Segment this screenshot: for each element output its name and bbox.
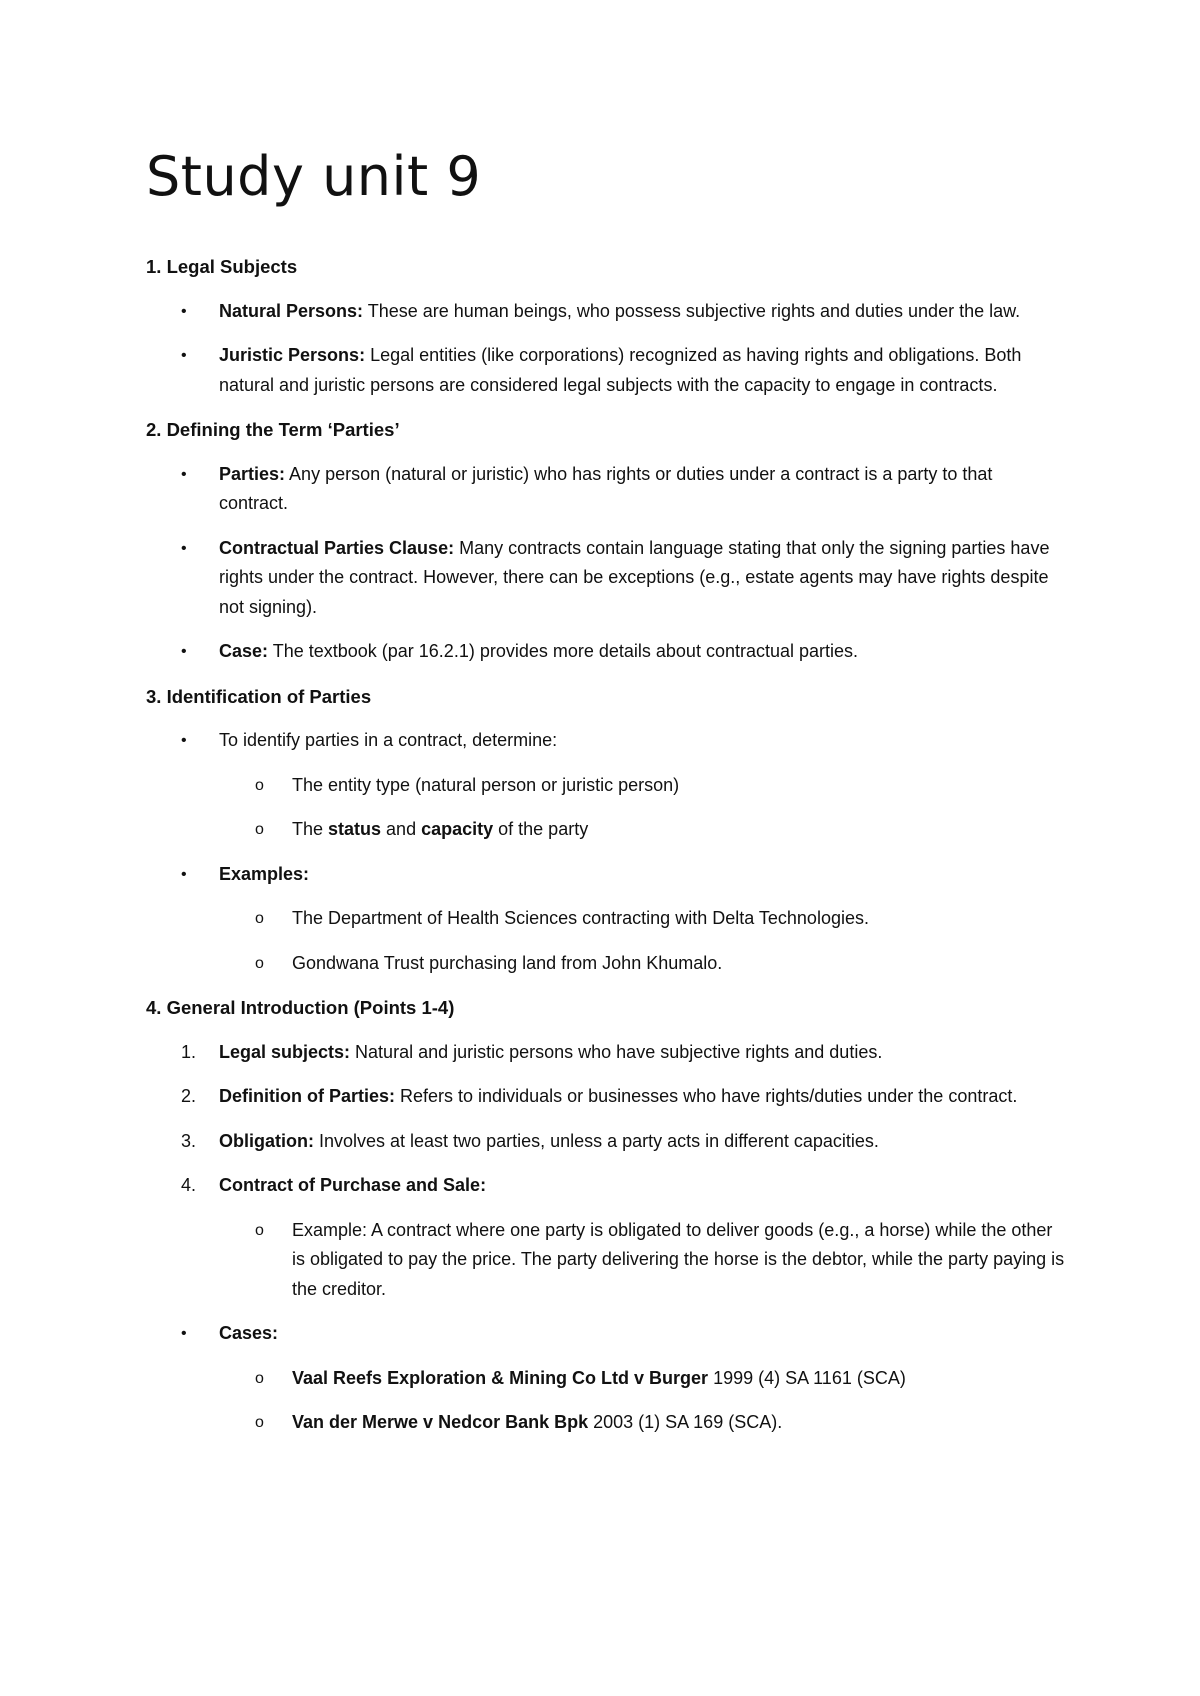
- sub-bullet-marker: o: [255, 776, 264, 794]
- list-item: [146, 341, 1066, 400]
- section-heading-general-introduction: 4. General Introduction (Points 1-4): [146, 997, 455, 1018]
- number-marker: 2.: [181, 1086, 197, 1106]
- list-item: [146, 297, 1066, 327]
- bullet-marker: •: [181, 302, 187, 320]
- bullet-marker: •: [181, 1325, 187, 1342]
- item-text: Many contracts contain language stating that only the signing parties have rights under the contract. However, there can be exceptions (e.g., estate agents may have rights despite not signing).: [219, 537, 1050, 617]
- section-heading-identification: 3. Identification of Parties: [146, 685, 372, 707]
- case-name: Van der Merwe v Nedcor Bank Bpk: [292, 1412, 589, 1432]
- sub-bullet-marker: o: [255, 1369, 264, 1387]
- document-body: [146, 252, 1066, 1453]
- page-title: Study unit 9: [146, 145, 482, 208]
- section-heading-legal-subjects: 1. Legal Subjects: [146, 256, 298, 277]
- item-text: The: [292, 819, 329, 839]
- sub-bullet-marker: o: [255, 910, 264, 927]
- number-marker: 1.: [181, 1041, 197, 1062]
- item-text: Involves at least two parties, unless a party acts in different capacities.: [313, 1130, 879, 1151]
- bullet-marker: •: [181, 865, 187, 883]
- item-term: Case:: [219, 641, 269, 661]
- section-heading-defining-parties: 2. Defining the Term ‘Parties’: [146, 419, 400, 440]
- numbered-list: [146, 1038, 1066, 1305]
- item-term: Natural Persons:: [219, 300, 364, 321]
- item-text: Example: A contract where one party is obligated to deliver goods (e.g., a horse) while the other is obligated to pay the price. The party delivering the horse is the debtor, while the party paying is the creditor.: [292, 1219, 1065, 1299]
- item-text: To identify parties in a contract, determine:: [219, 730, 558, 750]
- numbered-item: [146, 1038, 1066, 1068]
- item-text: These are human beings, who possess subjective rights and duties under the law.: [363, 300, 1021, 321]
- bullet-marker: •: [181, 643, 187, 660]
- bullet-marker: •: [181, 539, 187, 557]
- number-marker: 3.: [181, 1130, 197, 1151]
- item-term: Contract of Purchase and Sale:: [219, 1175, 487, 1195]
- item-term: Juristic Persons:: [219, 345, 366, 365]
- item-text: Any person (natural or juristic) who has rights or duties under a contract is a party to that contract.: [219, 463, 993, 513]
- item-term: status: [328, 819, 382, 839]
- bullet-list: [146, 1319, 1066, 1438]
- sub-bullet-marker: o: [255, 954, 264, 972]
- sub-bullet-marker: o: [255, 821, 264, 838]
- item-text: of the party: [493, 819, 589, 839]
- item-text: The entity type (natural person or juristic person): [292, 774, 680, 795]
- list-item: [146, 860, 1066, 890]
- item-text: Gondwana Trust purchasing land from John Khumalo.: [292, 952, 723, 973]
- sub-list-item: [146, 949, 1066, 979]
- case-citation: 1999 (4) SA 1161 (SCA): [708, 1367, 906, 1388]
- list-item: [146, 460, 1066, 519]
- item-term: Obligation:: [219, 1130, 314, 1151]
- item-text: Refers to individuals or businesses who have rights/duties under the contract.: [395, 1086, 1018, 1106]
- case-name: Vaal Reefs Exploration & Mining Co Ltd v Burger: [292, 1367, 709, 1388]
- item-term: capacity: [421, 819, 494, 839]
- sub-list-item: [146, 904, 1066, 934]
- sub-bullet-marker: o: [255, 1221, 264, 1239]
- number-marker: 4.: [181, 1175, 197, 1195]
- sub-list-item: [146, 1408, 1066, 1438]
- sub-list-item: [146, 1216, 1066, 1305]
- item-text: Legal entities (like corporations) recognized as having rights and obligations. Both natural and juristic persons are considered legal subjects with the capacity to engage in contracts.: [219, 345, 1022, 395]
- case-citation: 2003 (1) SA 169 (SCA).: [588, 1412, 783, 1432]
- numbered-item: [146, 1127, 1066, 1157]
- list-item: [146, 637, 1066, 667]
- bullet-list: [146, 726, 1066, 978]
- sub-list-item: [146, 1364, 1066, 1394]
- item-text: and: [381, 819, 422, 839]
- list-item: [146, 726, 1066, 756]
- bullet-marker: •: [181, 465, 187, 483]
- sub-list-item: [146, 771, 1066, 801]
- item-term: Legal subjects:: [219, 1041, 351, 1062]
- bullet-marker: •: [181, 732, 187, 749]
- item-term: Examples:: [219, 863, 310, 884]
- sub-list-item: [146, 815, 1066, 845]
- bullet-list: [146, 297, 1066, 401]
- bullet-marker: •: [181, 347, 187, 364]
- list-item: [146, 1319, 1066, 1349]
- item-term: Contractual Parties Clause:: [219, 537, 455, 558]
- list-item: [146, 534, 1066, 623]
- item-text: Natural and juristic persons who have subjective rights and duties.: [350, 1041, 883, 1062]
- item-term: Parties:: [219, 463, 286, 484]
- item-term: Cases:: [219, 1323, 279, 1343]
- numbered-item: [146, 1082, 1066, 1112]
- bullet-list: [146, 460, 1066, 667]
- item-text: The Department of Health Sciences contracting with Delta Technologies.: [292, 908, 869, 928]
- item-term: Definition of Parties:: [219, 1086, 396, 1106]
- numbered-item: [146, 1171, 1066, 1201]
- item-text: The textbook (par 16.2.1) provides more details about contractual parties.: [268, 641, 859, 661]
- sub-bullet-marker: o: [255, 1414, 264, 1431]
